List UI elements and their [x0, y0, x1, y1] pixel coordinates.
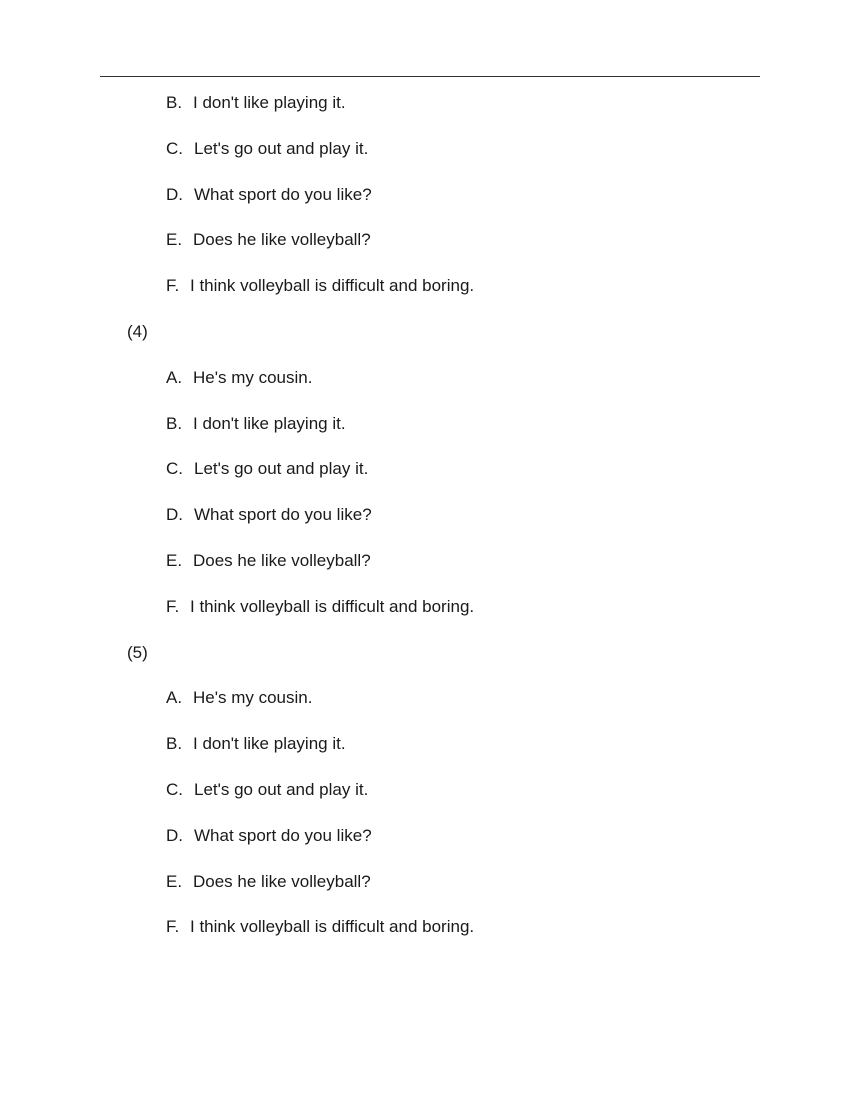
option-text: Does he like volleyball? [193, 550, 371, 570]
option-letter: B. [166, 734, 183, 754]
option-letter: D. [166, 505, 183, 525]
option-text: What sport do you like? [194, 825, 372, 845]
option-letter: F. [166, 596, 180, 616]
option-item [0, 181, 860, 227]
option-item [0, 868, 860, 914]
option-letter: E. [166, 871, 183, 891]
question-number [0, 639, 860, 685]
question-number-label: (4) [127, 321, 148, 341]
option-letter: C. [166, 138, 183, 158]
option-item [0, 776, 860, 822]
option-letter: F. [166, 276, 180, 296]
option-item [0, 455, 860, 501]
option-letter: C. [166, 779, 183, 799]
option-item [0, 501, 860, 547]
option-text: Does he like volleyball? [193, 871, 371, 891]
option-item [0, 135, 860, 181]
question-number-label: (5) [127, 642, 148, 662]
option-text: Let's go out and play it. [194, 459, 369, 479]
option-letter: A. [166, 367, 183, 387]
option-text: I think volleyball is difficult and boring. [190, 596, 475, 616]
option-item [0, 730, 860, 776]
option-text: Let's go out and play it. [194, 779, 369, 799]
option-text: What sport do you like? [194, 505, 372, 525]
option-text: I don't like playing it. [193, 93, 346, 112]
option-text: I don't like playing it. [193, 413, 346, 433]
option-item [0, 272, 860, 318]
question-number [0, 318, 860, 364]
option-letter: B. [166, 413, 183, 433]
option-text: Does he like volleyball? [193, 230, 371, 250]
option-text: What sport do you like? [194, 184, 372, 204]
option-text: I think volleyball is difficult and boring. [190, 917, 475, 937]
option-letter: E. [166, 550, 183, 570]
option-text: He's my cousin. [193, 688, 313, 708]
option-item [0, 226, 860, 272]
option-item [0, 593, 860, 639]
option-letter: B. [166, 93, 183, 112]
option-letter: E. [166, 230, 183, 250]
option-letter: F. [166, 917, 180, 937]
option-text: Let's go out and play it. [194, 138, 369, 158]
option-text: He's my cousin. [193, 367, 313, 387]
option-item [0, 547, 860, 593]
option-item [0, 89, 860, 135]
option-text: I don't like playing it. [193, 734, 346, 754]
option-letter: A. [166, 688, 183, 708]
option-item [0, 822, 860, 868]
option-letter: D. [166, 184, 183, 204]
option-text: I think volleyball is difficult and boring. [190, 276, 475, 296]
option-letter: C. [166, 459, 183, 479]
option-item [0, 684, 860, 730]
header-rule [100, 76, 760, 77]
option-item [0, 364, 860, 410]
page-content [0, 89, 860, 959]
option-item [0, 913, 860, 959]
option-item [0, 410, 860, 456]
option-letter: D. [166, 825, 183, 845]
